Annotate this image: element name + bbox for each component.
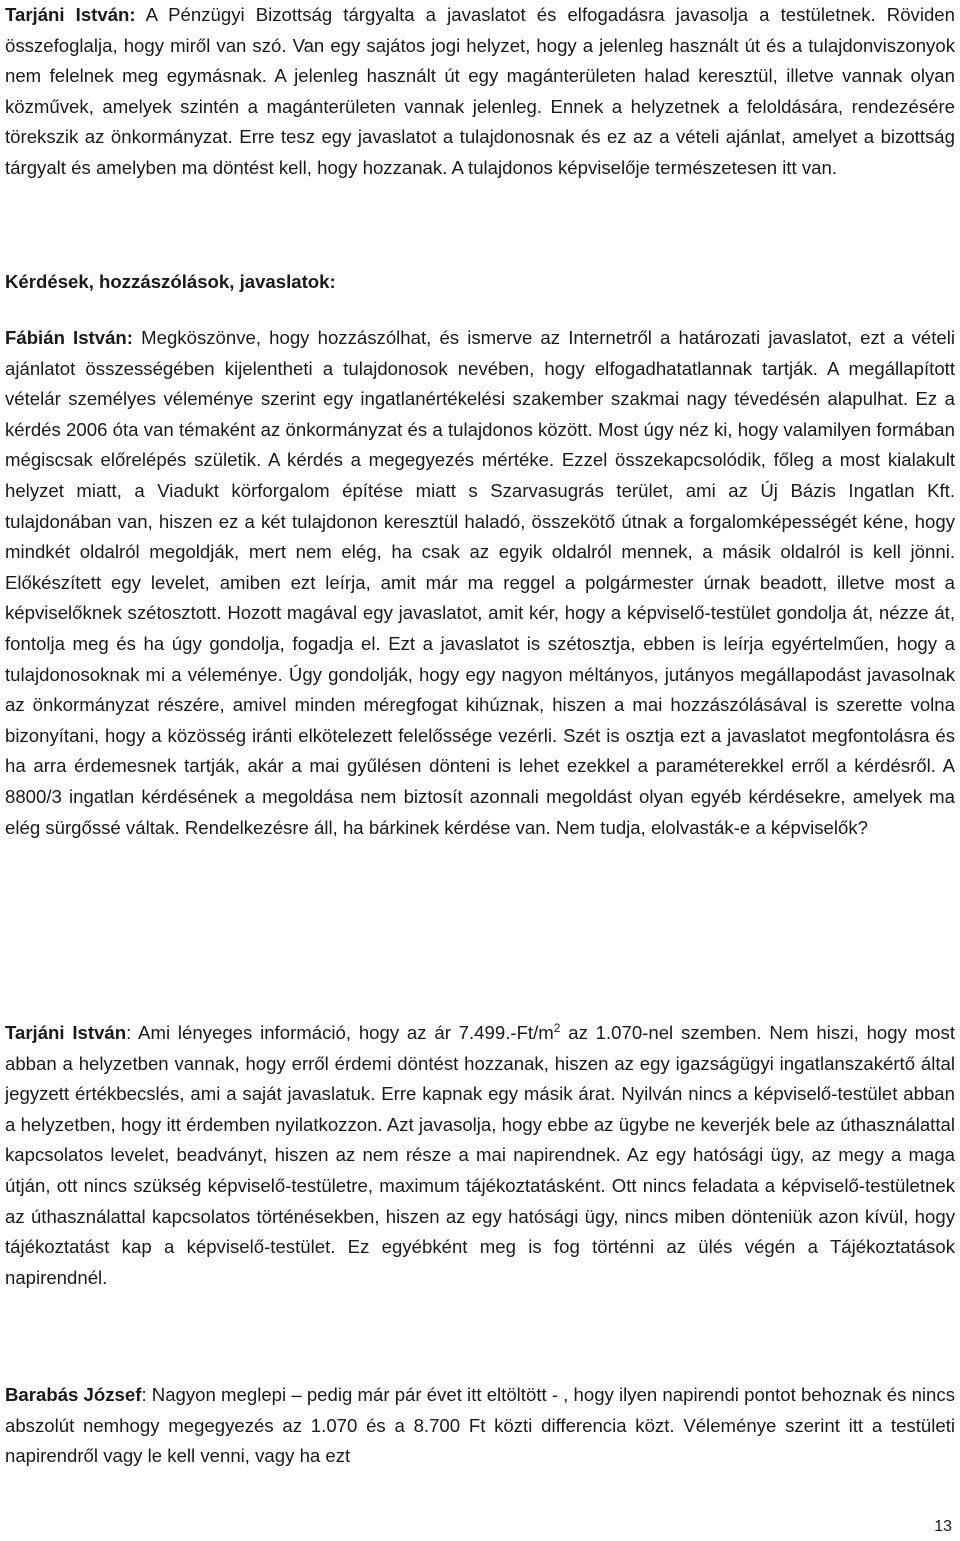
paragraph-tarjani-2 bbox=[5, 1018, 955, 1293]
section-heading bbox=[5, 267, 955, 298]
page-number: 13 bbox=[934, 1518, 952, 1535]
paragraph-text: : Ami lényeges információ, hogy az ár 7.499.-Ft/m bbox=[126, 1022, 554, 1043]
paragraph-tarjani-1 bbox=[5, 0, 955, 184]
speaker-name: Barabás József bbox=[5, 1384, 142, 1405]
paragraph-text: A Pénzügyi Bizottság tárgyalta a javaslatot és elfogadásra javasolja a testületnek. Röviden összefoglalja, hogy miről van szó. Van egy sajátos jogi helyzet, hogy a jelenleg használt út és a tulajdonviszonyok nem felelnek meg egymásnak. A jelenleg használt út egy magánterületen halad keresztül, illetve vannak olyan közművek, amelyek szintén a magánterületen vannak jelenleg. Ennek a helyzetnek a feloldására, rendezésére törekszik az önkormányzat. Erre tesz egy javaslatot a tulajdonosnak és ez az a vételi ajánlat, amelyet a bizottság tárgyalt és amelyben ma döntést kell, hogy hozzanak. A tulajdonos képviselője természetesen itt van. bbox=[5, 4, 955, 178]
speaker-name: Tarjáni István: bbox=[5, 4, 136, 25]
superscript: 2 bbox=[553, 1020, 561, 1035]
paragraph-text-continued: az 1.070-nel szemben. Nem hiszi, hogy most abban a helyzetben vannak, hogy erről érdemi döntést hozzanak, hiszen az egy igazságügyi ingatlanszakértő által jegyzett értékbecslés, ami a saját javaslatuk. Erre kapnak egy másik árat. Nyilván nincs a képviselő-testület abban a helyzetben, hogy itt érdemben nyilatkozzon. Azt javasolja, hogy ebbe az ügybe ne keverjék bele az úthasználattal kapcsolatos levelet, beadványt, hiszen az nem része a mai napirendnek. Az egy hatósági ügy, az megy a maga útján, ott nincs szükség képviselő-testületre, maximum tájékoztatásként. Ott nincs feladata a képviselő-testületnek az úthasználattal kapcsolatos történésekben, hiszen az egy hatósági ügy, nincs miben dönteniük azon kívül, hogy tájékoztatást kap a képviselő-testület. Ez egyébként meg is fog történni az ülés végén a Tájékoztatások napirendnél. bbox=[5, 1022, 955, 1288]
paragraph-barabas bbox=[5, 1380, 955, 1472]
paragraph-text: : Nagyon meglepi – pedig már pár évet itt eltöltött - , hogy ilyen napirendi pontot behoznak és nincs abszolút nemhogy megegyezés az 1.070 és a 8.700 Ft közti differencia közt. Véleménye szerint itt a testületi napirendről vagy le kell venni, vagy ha ezt bbox=[5, 1384, 955, 1467]
heading-text: Kérdések, hozzászólások, javaslatok: bbox=[5, 271, 336, 292]
paragraph-text: Megköszönve, hogy hozzászólhat, és ismerve az Internetről a határozati javaslatot, ezt a vételi ajánlatot összességében kijelentheti a tulajdonosok nevében, hogy elfogadhatatlannak tartják. A megállapított vételár személyes véleménye szerint egy ingatlanértékelési szakember szakmai nagy tévedésén alapulhat. Ez a kérdés 2006 óta van témaként az önkormányzat és a tulajdonos között. Most úgy néz ki, hogy valamilyen formában mégiscsak előrelépés születik. A kérdés a megegyezés mértéke. Ezzel összekapcsolódik, főleg a most kialakult helyzet miatt, a Viadukt körforgalom építése miatt s Szarvasugrás terület, ami az Új Bázis Ingatlan Kft. tulajdonában van, hiszen ez a két tulajdonon keresztül haladó, összekötő útnak a forgalomképességét kéne, hogy mindkét oldalról megoldják, mert nem elég, ha csak az egyik oldalról mennek, a másik oldalról is kell jönni. Előkészített egy levelet, amiben ezt leírja, amit már ma reggel a polgármester úrnak beadott, illetve most a képviselőknek szétosztott. Hozott magával egy javaslatot, amit kér, hogy a képviselő-testület gondolja át, nézze át, fontolja meg és ha úgy gondolja, fogadja el. Ezt a javaslatot is szétosztja, ebben is leírja egyértelműen, hogy a tulajdonosoknak mi a véleménye. Úgy gondolják, hogy egy nagyon méltányos, jutányos megállapodást javasolnak az önkormányzat részére, amivel minden méregfogat kihúznak, hiszen a mai hozzászólásával is szerette volna bizonyítani, hogy a közösség iránti elkötelezett felelőssége vezérli. Szét is osztja ezt a javaslatot megfontolásra és ha arra érdemesnek tartják, akár a mai gyűlésen dönteni is lehet ezekkel a paraméterekkel erről a kérdésről. A 8800/3 ingatlan kérdésének a megoldása nem biztosít azonnali megoldást olyan egyéb kérdésekre, amelyek ma elég sürgőssé váltak. Rendelkezésre áll, ha bárkinek kérdése van. Nem tudja, elolvasták-e a képviselők? bbox=[5, 327, 955, 838]
paragraph-fabian bbox=[5, 323, 955, 843]
speaker-name: Fábián István: bbox=[5, 327, 133, 348]
speaker-name: Tarjáni István bbox=[5, 1022, 127, 1043]
